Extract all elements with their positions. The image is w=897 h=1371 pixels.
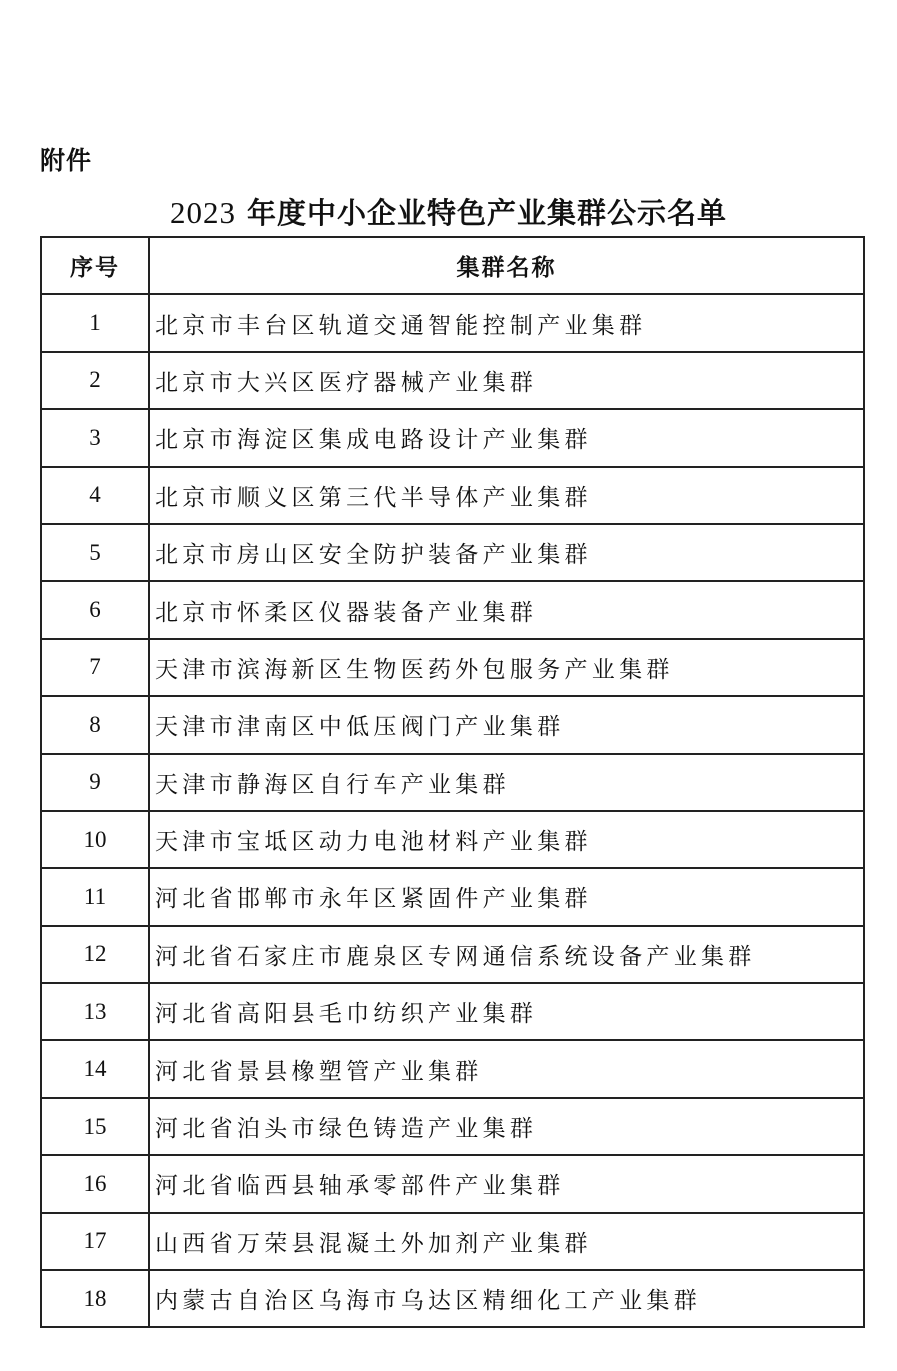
row-seq: 11 — [41, 868, 149, 925]
row-name: 天津市津南区中低压阀门产业集群 — [149, 696, 864, 753]
row-name: 天津市滨海新区生物医药外包服务产业集群 — [149, 639, 864, 696]
table-row — [41, 639, 864, 696]
row-name: 内蒙古自治区乌海市乌达区精细化工产业集群 — [149, 1270, 864, 1327]
row-seq: 10 — [41, 811, 149, 868]
row-seq: 15 — [41, 1098, 149, 1155]
row-seq: 8 — [41, 696, 149, 753]
row-seq: 6 — [41, 581, 149, 638]
table-row — [41, 1040, 864, 1097]
row-name: 河北省泊头市绿色铸造产业集群 — [149, 1098, 864, 1155]
row-seq: 1 — [41, 294, 149, 351]
table-row — [41, 1270, 864, 1327]
table-row — [41, 1155, 864, 1212]
page-title — [0, 190, 897, 236]
row-name: 河北省景县橡塑管产业集群 — [149, 1040, 864, 1097]
row-name: 河北省高阳县毛巾纺织产业集群 — [149, 983, 864, 1040]
row-seq: 2 — [41, 352, 149, 409]
row-seq: 18 — [41, 1270, 149, 1327]
table-row — [41, 926, 864, 983]
row-name: 北京市海淀区集成电路设计产业集群 — [149, 409, 864, 466]
row-seq: 12 — [41, 926, 149, 983]
attachment-label: 附件 — [40, 146, 93, 175]
row-name: 河北省石家庄市鹿泉区专网通信系统设备产业集群 — [149, 926, 864, 983]
row-seq: 9 — [41, 754, 149, 811]
table-row — [41, 581, 864, 638]
table-row — [41, 811, 864, 868]
row-name: 天津市宝坻区动力电池材料产业集群 — [149, 811, 864, 868]
row-name: 山西省万荣县混凝土外加剂产业集群 — [149, 1213, 864, 1270]
row-seq: 5 — [41, 524, 149, 581]
row-seq: 3 — [41, 409, 149, 466]
table-row — [41, 352, 864, 409]
row-seq: 17 — [41, 1213, 149, 1270]
row-seq: 4 — [41, 467, 149, 524]
table-header-row — [41, 237, 864, 294]
table-row — [41, 868, 864, 925]
title-text: 年度中小企业特色产业集群公示名单 — [247, 196, 728, 230]
row-name: 北京市顺义区第三代半导体产业集群 — [149, 467, 864, 524]
row-seq: 7 — [41, 639, 149, 696]
table-row — [41, 467, 864, 524]
row-name: 北京市丰台区轨道交通智能控制产业集群 — [149, 294, 864, 351]
table-body — [41, 294, 864, 1327]
header-seq: 序号 — [41, 237, 149, 294]
row-name: 北京市怀柔区仪器装备产业集群 — [149, 581, 864, 638]
table-row — [41, 983, 864, 1040]
table-row — [41, 754, 864, 811]
table-row — [41, 524, 864, 581]
row-name: 天津市静海区自行车产业集群 — [149, 754, 864, 811]
row-name: 北京市房山区安全防护装备产业集群 — [149, 524, 864, 581]
row-name: 河北省邯郸市永年区紧固件产业集群 — [149, 868, 864, 925]
row-name: 河北省临西县轴承零部件产业集群 — [149, 1155, 864, 1212]
table-row — [41, 696, 864, 753]
title-year: 2023 — [169, 195, 236, 230]
row-seq: 16 — [41, 1155, 149, 1212]
table-row — [41, 294, 864, 351]
row-seq: 14 — [41, 1040, 149, 1097]
header-name: 集群名称 — [149, 237, 864, 294]
row-name: 北京市大兴区医疗器械产业集群 — [149, 352, 864, 409]
cluster-list-table — [40, 236, 865, 1328]
row-seq: 13 — [41, 983, 149, 1040]
table-row — [41, 1213, 864, 1270]
table-row — [41, 1098, 864, 1155]
table-row — [41, 409, 864, 466]
